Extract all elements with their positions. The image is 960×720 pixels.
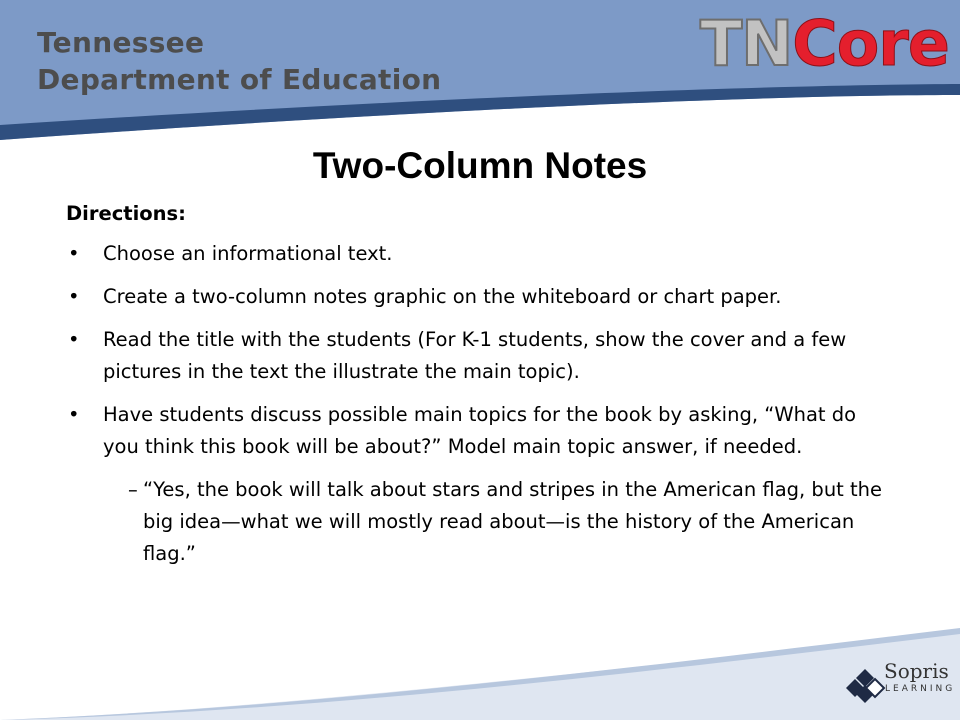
tncore-logo-core: Core xyxy=(792,7,949,80)
tncore-logo xyxy=(700,4,949,84)
sopris-logo-subword: LEARNING xyxy=(885,684,956,694)
bullet-item xyxy=(66,281,896,313)
bullet-dot-icon: • xyxy=(68,403,80,426)
department-line-1: Tennessee xyxy=(37,26,205,59)
bullet-item xyxy=(66,324,896,388)
bullet-dot-icon: • xyxy=(68,328,80,351)
sopris-logo-word: Sopris xyxy=(884,659,949,683)
directions-label: Directions: xyxy=(66,202,186,225)
department-line-2: Department of Education xyxy=(37,63,442,96)
sub-bullet-item xyxy=(66,474,896,570)
bullet-item xyxy=(66,238,896,270)
bullet-text: Choose an informational text. xyxy=(103,242,393,265)
bullet-text: Have students discuss possible main topics for the book by asking, “What do you think this book will be about?” Model main topic answer, if needed. xyxy=(103,403,857,458)
bullet-text: Read the title with the students (For K-1 students, show the cover and a few pictures in the text the illustrate the main topic). xyxy=(103,328,847,383)
bullet-dot-icon: • xyxy=(68,285,80,308)
bullet-item xyxy=(66,399,896,463)
footer-band xyxy=(0,620,960,720)
bullet-dot-icon: • xyxy=(68,242,80,265)
slide-content xyxy=(66,198,896,570)
dash-icon: – xyxy=(128,478,138,501)
sub-bullet-text: “Yes, the book will talk about stars and stripes in the American flag, but the big idea—what we will mostly read about—is the history of the American flag.” xyxy=(143,478,883,565)
tncore-logo-tn: TN xyxy=(700,7,793,80)
slide-title: Two-Column Notes xyxy=(312,145,648,186)
bullet-text: Create a two-column notes graphic on the whiteboard or chart paper. xyxy=(103,285,782,308)
department-name xyxy=(37,24,441,98)
